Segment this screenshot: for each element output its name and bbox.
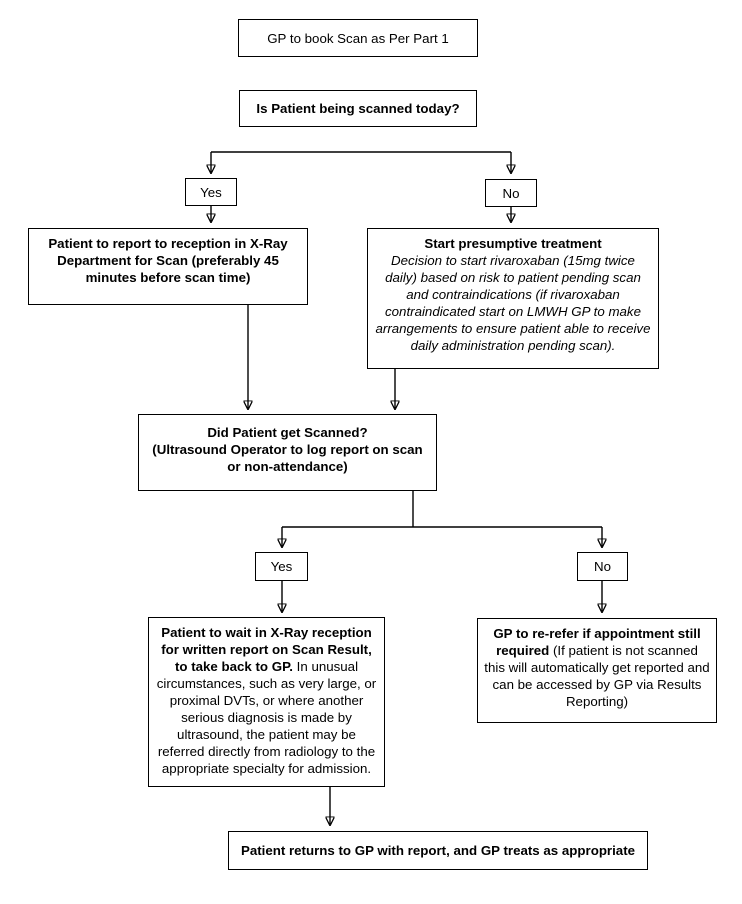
branch1-yes-box [185,178,237,206]
wait-for-report-bold-text: Patient to wait in X-Ray reception for written report on Scan Result, to take back to GP. [161,625,372,674]
scan-today-question-box [239,90,477,127]
report-reception-label: Patient to report to reception in X-Ray Department for Scan (preferably 45 minutes before scan time) [48,236,288,285]
presumptive-treatment-title: Start presumptive treatment [424,236,602,251]
re-refer-box [477,618,717,723]
branch1-no-label: No [502,185,520,201]
presumptive-treatment-box [367,228,659,369]
book-scan-box [238,19,478,57]
scan-today-question-label: Is Patient being scanned today? [256,101,460,116]
re-refer-bold-text: GP to re-refer if appointment still required [493,626,701,658]
returns-gp-label: Patient returns to GP with report, and GP treats as appropriate [240,843,636,858]
did-scan-question-line1: Did Patient get Scanned? [207,425,368,440]
branch1-connector [211,152,511,172]
branch2-no-box [577,552,628,581]
wait-for-report-box [148,617,385,787]
branch2-yes-label: Yes [270,559,293,574]
branch2-yes-box [255,552,308,581]
returns-gp-box [228,831,648,870]
branch1-yes-label: Yes [200,184,222,200]
wait-for-report-regular-text: In unusual circumstances, such as very large, or proximal DVTs, or where another serious diagnosis is made by ultrasound, the patient may be referred directly from radiology to the appropriate specialty for admission. [156,659,377,776]
re-refer-regular-text: (If patient is not scanned this will automatically get reported and can be accessed by GP via Results Reporting) [484,643,710,709]
branch2-connector [282,490,602,546]
did-scan-question-line2: (Ultrasound Operator to log report on scan or non-attendance) [152,442,423,474]
branch2-no-label: No [594,559,611,574]
book-scan-label: GP to book Scan as Per Part 1 [267,30,449,46]
report-reception-box [28,228,308,305]
branch1-no-box [485,179,537,207]
presumptive-treatment-body: Decision to start rivaroxaban (15mg twice daily) based on risk to patient pending scan and contraindications (if rivaroxaban contraindicated start on LMWH GP to make arrangements to ensure patient able to receive daily administration pending scan). [375,253,651,353]
did-scan-question-box [138,414,437,491]
